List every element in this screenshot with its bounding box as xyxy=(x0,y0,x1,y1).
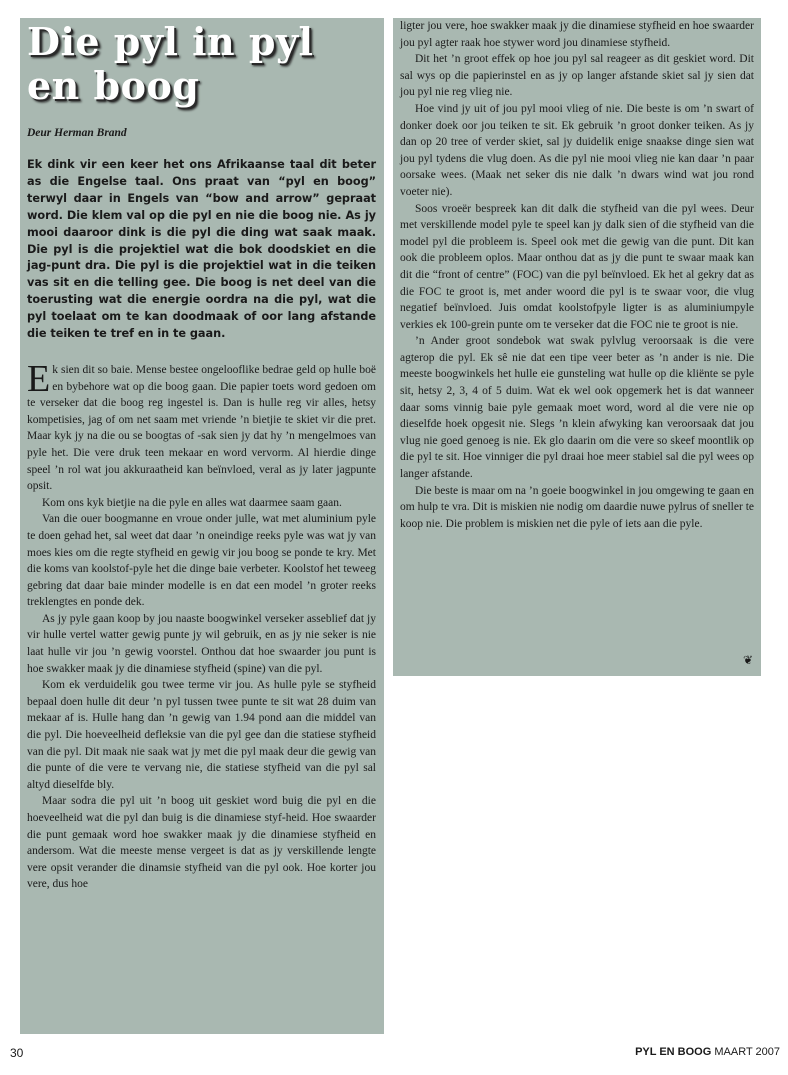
right-body-text xyxy=(400,18,754,532)
magazine-name: PYL EN BOOG xyxy=(635,1046,712,1058)
byline: Deur Herman Brand xyxy=(27,127,127,139)
paragraph: Kom ek verduidelik gou twee terme vir jou. As hulle pyle se styfheid bepaal doen hulle dit deur ’n pyl tussen twee punte te sit wat 28 duim van mekaar af is. Hulle hang dan ’n gewig van 1.94 pond aan die middel van die pyl. Die hoeveelheid defleksie van die pyl gee dan die statiese styfheid van die pyl. Dit maak nie saak wat jy met die pyl maak deur die gewig van die punte of die vere te vervang nie, die statiese styfheid van die pyl sal altyd dieselfde bly. xyxy=(27,679,376,791)
paragraph: Soos vroeër bespreek kan dit dalk die styfheid van die pyl wees. Deur met verskillende model pyle te speel kan jy dalk sien of die styfheid van die model pyl die probleem is. Speel ook met die gewig van die punt. Dit kan ook die probleem oplos. Maar onthou dat as jy die punt te swaar maak kan dit die “front of centre” (FOC) van die pyl beïnvloed. Ek het al gekry dat as die FOC te groot is, met ander woord die pyl is te swaar voor, die vlug negatief beïnvloed. Juis omdat koolstofpyle ligter is as aluminiumpyle verkies ek 100-grein punte om te verseker dat die FOC nie te groot is nie. xyxy=(400,202,754,331)
footer-magazine xyxy=(635,1046,780,1058)
paragraph: Die beste is maar om na ’n goeie boogwinkel in jou omgewing te gaan en om hulp te vra. Dit is miskien nie nodig om daardie nuwe pylrus of sneller te koop nie. Die problem is miskien net die pyle of iets aan die pyle. xyxy=(400,484,754,530)
page-number: 30 xyxy=(10,1046,24,1060)
right-column xyxy=(393,18,761,676)
paragraph: Van die ouer boogmanne en vroue onder julle, wat met aluminium pyle te doen gehad het, sal weet dat daar ’n oneindige reeks pyle was wat jy van moes kies om die regte styfheid en gewig vir jou boog se ponde te kry. Met die koms van koolstof-pyle het die dinge baie verbeter. Koolstof het teweeg gebring dat daar baie minder modelle is en dat een model ’n groter reeks treklengtes en ponde dek. xyxy=(27,513,376,609)
paragraph: ’n Ander groot sondebok wat swak pylvlug veroorsaak is die vere agterop die pyl. Ek sê nie dat een tipe veer beter as ’n ander is nie. Die meeste boogwinkels het hulle eie gunsteling wat hulle op die kliënte se pyle sit, hetsy 2, 3, 4 of 5 duim. Wat ek wel ook opgemerk het is dat wanneer daar soms vinnig baie pyle gemaak moet word, word al die vere nie op dieselfde hoek opgesit nie. Slegs ’n klein afwyking kan veroorsaak dat jou vlug nie goed genoeg is nie. Ek glo daarin om die vere so skeef moontlik op die pyl te sit. Hoe vinniger die pyl draai hoe meer stabiel sal die pyl wees op langer afstande. xyxy=(400,335,754,481)
intro-paragraph: Ek dink vir een keer het ons Afrikaanse taal dit beter as die Engelse taal. Ons praat van “pyl en boog” terwyl daar in Engels van “bow and arrow” gepraat word. Die klem val op die pyl en nie die boog nie. As jy mooi daaroor dink is die pyl die ding wat saak maak. Die pyl is die projektiel wat die bok doodskiet en die jag-punt dra. Die pyl is die projektiel wat in die teiken vas sit en die telling gee. Die boog is net deel van die toerusting wat die energie oordra na die pyl, wat die pyl toelaat om te kan doodmaak of oor lang afstande die teiken te tref en in te gaan. xyxy=(27,158,376,341)
paragraph: Dit het ’n groot effek op hoe jou pyl sal reageer as dit geskiet word. Dit sal wys op die papierinstel en as jy op langer afstande skiet sal jy sien dat jou pyl nie reg vlieg nie. xyxy=(400,53,754,99)
paragraph: Maar sodra die pyl uit ’n boog uit geskiet word buig die pyl en die hoeveelheid wat die pyl dan buig is die dinamiese styf-heid. Hoe swaarder die punt gemaak word hoe swakker maak jy die dinamiese styfheid en andersom. Wat die meeste mense vergeet is dat as jy verskillende lengte vere opsit verander die dinamsie styfheid van die pyl ook. Hoe korter jou vere, dus hoe xyxy=(27,795,376,891)
title-line-1: Die pyl in pyl xyxy=(27,19,314,64)
drop-cap: E xyxy=(27,357,51,400)
paragraph: Kom ons kyk bietjie na die pyle en alles wat daarmee saam gaan. xyxy=(42,496,342,509)
left-column xyxy=(20,18,384,1034)
title-line-2: en boog xyxy=(27,63,200,108)
paragraph: Ek sien dit so baie. Mense bestee ongelooflike bedrae geld op hulle boë en bybehore wat op die boog gaan. Die papier toets word gedoen om te verseker dat die boog reg ingestel is. Dan is hulle reg vir alles, hetsy kompetisies, jag of om net saam met vriende ’n bietjie te skiet vir die pret. Maar kyk jy na die ou se boogtas of -sak sien jy dat hy ’n mengelmoes van pyle het. Die vere druk teen mekaar en word vervorm. Al hierdie dinge speel ’n rol wat jou akkuraatheid kan beïnvloed, veral as jy later jagpunte opsit. xyxy=(27,357,376,493)
paragraph: Hoe vind jy uit of jou pyl mooi vlieg of nie. Die beste is om ’n swart of donker doek oor jou teiken te sit. Ek gebruik ’n groot donker teiken. As jy dan op 20 tree of verder skiet, sal jy duidelik enige snaakse dinge sien wat jou pyl tydens die vlug doen. As die pyl nie mooi vlieg nie kan daar ’n paar oorsake wees. (Maak net seker dis nie dalk ’n dwars wind wat jou rond voeter nie). xyxy=(400,102,754,198)
paragraph: ligter jou vere, hoe swakker maak jy die dinamiese styfheid en hoe swaarder jou pyl agter raak hoe stywer word jou dinamiese styfheid. xyxy=(400,20,754,49)
article-title xyxy=(27,18,376,108)
paragraph: As jy pyle gaan koop by jou naaste boogwinkel verseker asseblief dat jy vir hulle vertel watter gewig punte jy wil gebruik, en as jy nie seker is nie laat hulle vir jou ’n gewig voorstel. Onthou dat hoe swaarder jou punt is hoe swakker maak jy die dinamiese styfheid (spine) van die pyl. xyxy=(27,612,376,675)
end-mark-icon: ❦ xyxy=(742,653,753,667)
issue-date: MAART 2007 xyxy=(714,1046,780,1058)
left-body-text xyxy=(27,357,376,893)
